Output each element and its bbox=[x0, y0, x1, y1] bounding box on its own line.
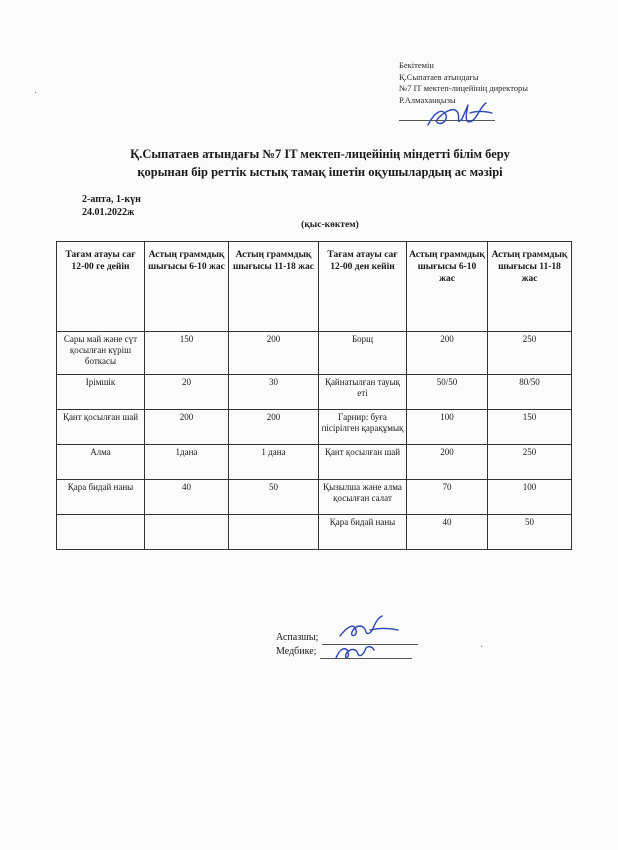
director-signature-icon bbox=[420, 95, 500, 135]
table-cell: 250 bbox=[488, 332, 572, 375]
table-row bbox=[57, 515, 572, 550]
table-cell: 250 bbox=[488, 445, 572, 480]
menu-table-header-row bbox=[57, 242, 572, 332]
table-cell: Қара бидай наны bbox=[57, 480, 145, 515]
table-row bbox=[57, 332, 572, 375]
header-portion-6-10-before: Астың граммдық шығысы 6-10 жас bbox=[145, 242, 229, 332]
table-row bbox=[57, 480, 572, 515]
table-cell: 50 bbox=[229, 480, 319, 515]
table-cell: Қайнатылған тауық еті bbox=[319, 375, 407, 410]
menu-table bbox=[56, 241, 572, 550]
table-cell: Қызылша және алма қосылған салат bbox=[319, 480, 407, 515]
table-cell: Қант қосылған шай bbox=[57, 410, 145, 445]
table-cell: 150 bbox=[145, 332, 229, 375]
table-cell: 200 bbox=[229, 410, 319, 445]
nurse-label: Медбике; bbox=[276, 646, 317, 657]
table-cell: 100 bbox=[488, 480, 572, 515]
table-cell: 200 bbox=[229, 332, 319, 375]
table-cell: Борщ bbox=[319, 332, 407, 375]
table-cell: 200 bbox=[407, 445, 488, 480]
table-cell: 70 bbox=[407, 480, 488, 515]
table-cell bbox=[229, 515, 319, 550]
scan-speck-icon: · bbox=[34, 88, 38, 99]
page-title-line-1: Қ.Сыпатаев атындағы №7 IT мектеп-лицейінің міндетті білім беру bbox=[130, 147, 510, 161]
table-cell: Қант қосылған шай bbox=[319, 445, 407, 480]
cook-label: Аспазшы; bbox=[276, 632, 319, 643]
table-cell: 30 bbox=[229, 375, 319, 410]
nurse-signature-icon bbox=[330, 638, 380, 664]
table-cell: 20 bbox=[145, 375, 229, 410]
menu-meta bbox=[82, 193, 141, 219]
table-cell: 200 bbox=[145, 410, 229, 445]
page-title bbox=[60, 145, 580, 181]
table-cell: 1дана bbox=[145, 445, 229, 480]
table-cell: 50 bbox=[488, 515, 572, 550]
table-cell: 100 bbox=[407, 410, 488, 445]
table-row bbox=[57, 410, 572, 445]
table-cell: Қара бидай наны bbox=[319, 515, 407, 550]
table-cell: Алма bbox=[57, 445, 145, 480]
table-cell: 200 bbox=[407, 332, 488, 375]
page-title-line-2: қорынан бір реттік ыстық тамақ ішетін оқушылардың ас мәзірі bbox=[137, 165, 503, 179]
table-cell: 50/50 bbox=[407, 375, 488, 410]
approval-line-director-title: №7 ІТ мектеп-лицейінің директоры bbox=[399, 83, 529, 93]
header-portion-11-18-after: Астың граммдық шығысы 11-18 жас bbox=[488, 242, 572, 332]
table-cell: 40 bbox=[407, 515, 488, 550]
week-day-label: 2-апта, 1-күн bbox=[82, 194, 141, 205]
header-portion-6-10-after: Астың граммдық шығысы 6-10 жас bbox=[407, 242, 488, 332]
header-portion-11-18-before: Астың граммдық шығысы 11-18 жас bbox=[229, 242, 319, 332]
table-cell: 80/50 bbox=[488, 375, 572, 410]
header-dish-after-noon: Тағам атауы сағ 12-00 ден кейін bbox=[319, 242, 407, 332]
header-dish-before-noon: Тағам атауы сағ 12-00 ге дейін bbox=[57, 242, 145, 332]
table-row bbox=[57, 445, 572, 480]
approval-line-approved: Бекітемін bbox=[399, 60, 434, 70]
season-label: (қыс-көктем) bbox=[301, 220, 359, 230]
table-cell bbox=[145, 515, 229, 550]
table-cell: Гарнир: буға пісірілген қарақұмық bbox=[319, 410, 407, 445]
table-cell: 1 дана bbox=[229, 445, 319, 480]
scan-speck-icon: · bbox=[480, 642, 484, 653]
table-cell: Сары май және сүт қосылған күріш боткасы bbox=[57, 332, 145, 375]
table-cell: Ірімшік bbox=[57, 375, 145, 410]
menu-date: 24.01.2022ж bbox=[82, 207, 135, 218]
table-cell: 40 bbox=[145, 480, 229, 515]
table-cell: 150 bbox=[488, 410, 572, 445]
table-row bbox=[57, 375, 572, 410]
approval-line-director-name: Р.Алмаханқызы bbox=[399, 94, 456, 105]
approval-line-school-name: Қ.Сыпатаев атындағы bbox=[399, 71, 479, 82]
table-cell bbox=[57, 515, 145, 550]
